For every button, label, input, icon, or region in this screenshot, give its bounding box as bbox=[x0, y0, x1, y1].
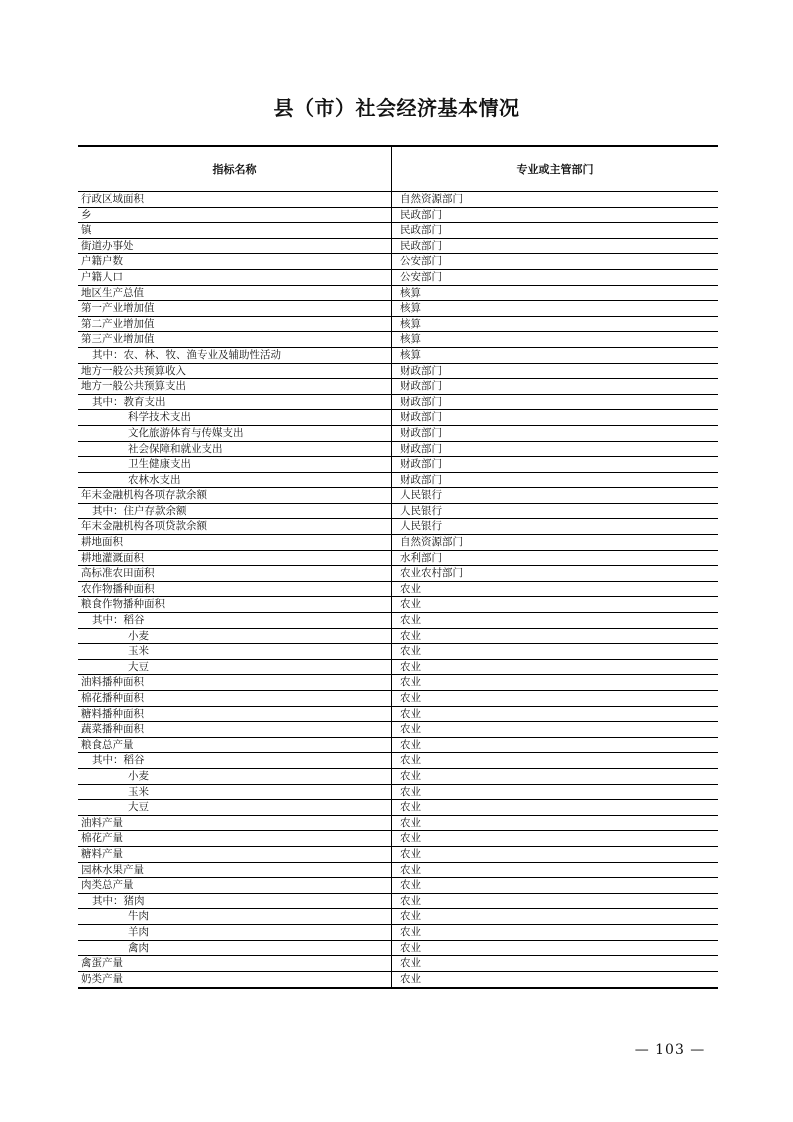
header-department: 专业或主管部门 bbox=[516, 163, 594, 176]
department-cell: 农业 bbox=[400, 801, 421, 814]
department-cell: 财政部门 bbox=[400, 442, 442, 455]
department-cell: 农业 bbox=[400, 676, 421, 689]
table-row bbox=[78, 551, 718, 567]
department-cell: 农业 bbox=[400, 957, 421, 970]
department-cell: 农业 bbox=[400, 941, 421, 954]
indicator-name-cell: 禽肉 bbox=[78, 941, 392, 956]
table-row bbox=[78, 239, 718, 255]
department-cell: 农业 bbox=[400, 707, 421, 720]
department-cell: 农业农村部门 bbox=[400, 567, 463, 580]
table-row bbox=[78, 675, 718, 691]
department-cell: 农业 bbox=[400, 660, 421, 673]
table-row bbox=[78, 972, 718, 988]
department-cell: 农业 bbox=[400, 582, 421, 595]
indicator-name-cell: 地方一般公共预算收入 bbox=[78, 364, 392, 379]
table-row bbox=[78, 644, 718, 660]
department-cell: 公安部门 bbox=[400, 255, 442, 268]
department-cell: 农业 bbox=[400, 769, 421, 782]
department-cell: 公安部门 bbox=[400, 270, 442, 283]
department-cell: 民政部门 bbox=[400, 239, 442, 252]
table-row bbox=[78, 301, 718, 317]
table-row bbox=[78, 286, 718, 302]
indicator-name-cell: 其中：教育支出 bbox=[78, 395, 392, 410]
indicator-name-cell: 玉米 bbox=[78, 785, 392, 800]
department-cell: 农业 bbox=[400, 832, 421, 845]
indicator-name-cell: 其中：住户存款余额 bbox=[78, 504, 392, 519]
department-cell: 核算 bbox=[400, 302, 421, 315]
table-row bbox=[78, 894, 718, 910]
department-cell: 农业 bbox=[400, 754, 421, 767]
department-cell: 农业 bbox=[400, 785, 421, 798]
page-number: — 103 — bbox=[634, 1042, 706, 1058]
table-row bbox=[78, 629, 718, 645]
indicator-name-cell: 其中：猪肉 bbox=[78, 894, 392, 909]
indicator-name-cell: 社会保障和就业支出 bbox=[78, 442, 392, 457]
department-cell: 农业 bbox=[400, 847, 421, 860]
table-row bbox=[78, 582, 718, 598]
department-cell: 财政部门 bbox=[400, 380, 442, 393]
indicator-name-cell: 第三产业增加值 bbox=[78, 332, 392, 347]
table-row bbox=[78, 504, 718, 520]
table-row bbox=[78, 691, 718, 707]
department-cell: 农业 bbox=[400, 972, 421, 985]
table-row bbox=[78, 613, 718, 629]
table-row bbox=[78, 769, 718, 785]
table-header bbox=[78, 147, 718, 192]
indicator-name-cell: 大豆 bbox=[78, 660, 392, 675]
indicator-name-cell: 科学技术支出 bbox=[78, 410, 392, 425]
department-cell: 农业 bbox=[400, 879, 421, 892]
department-cell: 核算 bbox=[400, 286, 421, 299]
department-cell: 人民银行 bbox=[400, 520, 442, 533]
table-row bbox=[78, 364, 718, 380]
department-cell: 农业 bbox=[400, 738, 421, 751]
indicator-name-cell: 街道办事处 bbox=[78, 239, 392, 254]
indicator-name-cell: 奶类产量 bbox=[78, 972, 392, 988]
indicator-name-cell: 户籍人口 bbox=[78, 270, 392, 285]
indicator-name-cell: 高标准农田面积 bbox=[78, 566, 392, 581]
table-row bbox=[78, 863, 718, 879]
table-row bbox=[78, 831, 718, 847]
department-cell: 核算 bbox=[400, 317, 421, 330]
department-cell: 自然资源部门 bbox=[400, 536, 463, 549]
department-cell: 农业 bbox=[400, 910, 421, 923]
indicator-name-cell: 其中：农、林、牧、渔专业及辅助性活动 bbox=[78, 348, 392, 363]
table-row bbox=[78, 738, 718, 754]
table-row bbox=[78, 925, 718, 941]
department-cell: 农业 bbox=[400, 723, 421, 736]
department-cell: 农业 bbox=[400, 816, 421, 829]
department-cell: 农业 bbox=[400, 629, 421, 642]
table-row bbox=[78, 878, 718, 894]
indicator-name-cell: 油料产量 bbox=[78, 816, 392, 831]
table-row bbox=[78, 457, 718, 473]
table-row bbox=[78, 270, 718, 286]
indicator-name-cell: 其中：稻谷 bbox=[78, 613, 392, 628]
department-cell: 农业 bbox=[400, 692, 421, 704]
table-row bbox=[78, 597, 718, 613]
department-cell: 农业 bbox=[400, 894, 421, 907]
indicator-name-cell: 耕地面积 bbox=[78, 535, 392, 550]
department-cell: 财政部门 bbox=[400, 364, 442, 377]
indicator-name-cell: 油料播种面积 bbox=[78, 675, 392, 690]
table-row bbox=[78, 442, 718, 458]
table-row bbox=[78, 753, 718, 769]
table-row bbox=[78, 348, 718, 364]
indicator-name-cell: 乡 bbox=[78, 208, 392, 223]
table-row bbox=[78, 379, 718, 395]
table-row bbox=[78, 660, 718, 676]
header-indicator-name: 指标名称 bbox=[78, 147, 392, 191]
indicator-name-cell: 棉花产量 bbox=[78, 831, 392, 846]
table-row bbox=[78, 566, 718, 582]
department-cell: 人民银行 bbox=[400, 504, 442, 517]
department-cell: 人民银行 bbox=[400, 489, 442, 502]
indicator-table bbox=[78, 145, 718, 989]
department-cell: 农业 bbox=[400, 925, 421, 938]
department-cell: 自然资源部门 bbox=[400, 193, 463, 205]
table-row bbox=[78, 473, 718, 489]
table-row bbox=[78, 192, 718, 208]
department-cell: 农业 bbox=[400, 645, 421, 658]
indicator-name-cell: 棉花播种面积 bbox=[78, 691, 392, 706]
indicator-name-cell: 文化旅游体育与传媒支出 bbox=[78, 426, 392, 441]
table-row bbox=[78, 208, 718, 224]
indicator-name-cell: 牛肉 bbox=[78, 909, 392, 924]
indicator-name-cell: 农作物播种面积 bbox=[78, 582, 392, 597]
indicator-name-cell: 卫生健康支出 bbox=[78, 457, 392, 472]
indicator-name-cell: 大豆 bbox=[78, 800, 392, 815]
indicator-name-cell: 行政区域面积 bbox=[78, 192, 392, 207]
table-row bbox=[78, 785, 718, 801]
department-cell: 水利部门 bbox=[400, 551, 442, 564]
indicator-name-cell: 第一产业增加值 bbox=[78, 301, 392, 316]
indicator-name-cell: 园林水果产量 bbox=[78, 863, 392, 878]
table-row bbox=[78, 535, 718, 551]
indicator-name-cell: 地区生产总值 bbox=[78, 286, 392, 301]
table-row bbox=[78, 941, 718, 957]
indicator-name-cell: 第二产业增加值 bbox=[78, 317, 392, 332]
indicator-name-cell: 农林水支出 bbox=[78, 473, 392, 488]
table-row bbox=[78, 847, 718, 863]
indicator-name-cell: 年末金融机构各项贷款余额 bbox=[78, 519, 392, 534]
table-row bbox=[78, 519, 718, 535]
indicator-name-cell: 年末金融机构各项存款余额 bbox=[78, 488, 392, 503]
table-row bbox=[78, 909, 718, 925]
indicator-name-cell: 粮食作物播种面积 bbox=[78, 597, 392, 612]
indicator-name-cell: 糖料产量 bbox=[78, 847, 392, 862]
department-cell: 财政部门 bbox=[400, 395, 442, 408]
department-cell: 财政部门 bbox=[400, 458, 442, 471]
indicator-name-cell: 户籍户数 bbox=[78, 254, 392, 269]
indicator-name-cell: 蔬菜播种面积 bbox=[78, 722, 392, 737]
table-row bbox=[78, 816, 718, 832]
table-row bbox=[78, 707, 718, 723]
department-cell: 核算 bbox=[400, 348, 421, 361]
department-cell: 财政部门 bbox=[400, 426, 442, 439]
table-row bbox=[78, 426, 718, 442]
table-row bbox=[78, 395, 718, 411]
department-cell: 财政部门 bbox=[400, 473, 442, 486]
table-row bbox=[78, 956, 718, 972]
indicator-name-cell: 粮食总产量 bbox=[78, 738, 392, 753]
table-body bbox=[78, 192, 718, 987]
department-cell: 民政部门 bbox=[400, 208, 442, 221]
indicator-name-cell: 羊肉 bbox=[78, 925, 392, 940]
indicator-name-cell: 小麦 bbox=[78, 769, 392, 784]
department-cell: 核算 bbox=[400, 333, 421, 346]
indicator-name-cell: 耕地灌溉面积 bbox=[78, 551, 392, 566]
indicator-name-cell: 玉米 bbox=[78, 644, 392, 659]
department-cell: 财政部门 bbox=[400, 411, 442, 424]
page-title: 县（市）社会经济基本情况 bbox=[273, 96, 520, 120]
table-row bbox=[78, 254, 718, 270]
table-row bbox=[78, 332, 718, 348]
table-row bbox=[78, 722, 718, 738]
table-row bbox=[78, 488, 718, 504]
indicator-name-cell: 糖料播种面积 bbox=[78, 707, 392, 722]
department-cell: 民政部门 bbox=[400, 224, 442, 237]
table-row bbox=[78, 410, 718, 426]
department-cell: 农业 bbox=[400, 598, 421, 611]
department-cell: 农业 bbox=[400, 863, 421, 876]
indicator-name-cell: 地方一般公共预算支出 bbox=[78, 379, 392, 394]
indicator-name-cell: 禽蛋产量 bbox=[78, 956, 392, 971]
department-cell: 农业 bbox=[400, 614, 421, 627]
indicator-name-cell: 小麦 bbox=[78, 629, 392, 644]
table-row bbox=[78, 800, 718, 816]
indicator-name-cell: 肉类总产量 bbox=[78, 878, 392, 893]
indicator-name-cell: 其中：稻谷 bbox=[78, 753, 392, 768]
table-row bbox=[78, 317, 718, 333]
indicator-name-cell: 镇 bbox=[78, 223, 392, 238]
table-row bbox=[78, 223, 718, 239]
